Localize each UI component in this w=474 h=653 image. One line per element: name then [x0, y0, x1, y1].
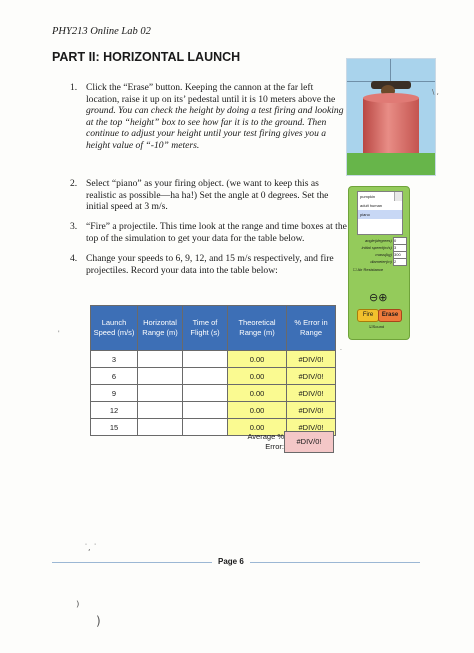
scan-mark: ' — [58, 330, 60, 337]
time-cell[interactable] — [183, 402, 228, 419]
table-header-row — [91, 306, 336, 351]
sound-label: Sound — [372, 324, 385, 329]
list-scrollbar[interactable] — [394, 192, 402, 201]
step-line: Select “piano” as your firing object. (we want to keep this as — [86, 178, 319, 189]
speed-cell: 12 — [91, 402, 138, 419]
simulation-control-panel — [348, 186, 410, 340]
theoretical-cell: 0.00 — [228, 368, 287, 385]
column-header: Theoretical Range (m) — [228, 306, 287, 351]
range-cell[interactable] — [138, 402, 183, 419]
error-cell: #DIV/0! — [287, 402, 336, 419]
air-resistance-label: Air Resistance — [357, 267, 384, 272]
table-row — [91, 368, 336, 385]
step-2 — [70, 178, 350, 214]
fire-button[interactable]: Fire — [357, 309, 379, 322]
step-line: realistic as possible—ha ha!) Set the angle at 0 degrees. Set the — [86, 189, 329, 201]
footer-rule — [52, 562, 212, 563]
step-number: 3. — [70, 221, 78, 232]
sound-checkbox[interactable]: ☑Sound — [369, 324, 385, 329]
scan-mark: ⁾ — [76, 599, 80, 615]
table-row — [91, 402, 336, 419]
error-cell: #DIV/0! — [287, 419, 336, 436]
average-error-value: #DIV/0! — [284, 431, 334, 453]
time-cell[interactable] — [183, 419, 228, 436]
average-label-line: Average % — [247, 432, 284, 441]
table-row — [91, 351, 336, 368]
step-line: projectiles. Record your data into the table below: — [86, 264, 278, 276]
pedestal-top — [363, 93, 419, 103]
field-label: diameter(m) — [370, 259, 392, 265]
document-header: PHY213 Online Lab 02 — [52, 26, 151, 37]
page-number: Page 6 — [218, 557, 244, 566]
step-line: “Fire” a projectile. This time look at the range and time boxes at the — [86, 221, 347, 232]
theoretical-cell: 0.00 — [228, 351, 287, 368]
mass-input[interactable]: 300 — [393, 251, 407, 259]
step-line: continue to adjust your height until your test firing gives you a — [86, 128, 327, 140]
speed-cell: 3 — [91, 351, 138, 368]
angle-input[interactable]: 0 — [393, 237, 407, 245]
time-cell[interactable] — [183, 385, 228, 402]
erase-button[interactable]: Erase — [378, 309, 402, 322]
field-label: mass(kg) — [375, 252, 392, 258]
object-select-list[interactable] — [357, 191, 403, 235]
error-cell: #DIV/0! — [287, 351, 336, 368]
step-number: 2. — [70, 178, 78, 189]
cannon-pedestal-image — [346, 58, 436, 176]
time-cell[interactable] — [183, 368, 228, 385]
air-resistance-checkbox[interactable]: ☐ Air Resistance — [353, 267, 384, 272]
step-line: Click the “Erase” button. Keeping the cannon at the far left — [86, 82, 314, 93]
scan-mark: ) — [96, 614, 101, 628]
range-cell[interactable] — [138, 419, 183, 436]
range-cell[interactable] — [138, 385, 183, 402]
average-error-label — [226, 432, 284, 452]
object-option[interactable]: pumpkin — [360, 194, 376, 199]
step-3 — [70, 221, 350, 245]
step-number: 1. — [70, 82, 78, 93]
range-cell[interactable] — [138, 368, 183, 385]
step-line: Change your speeds to 6, 9, 12, and 15 m/s respectively, and fire — [86, 253, 334, 264]
speed-cell: 9 — [91, 385, 138, 402]
error-cell: #DIV/0! — [287, 368, 336, 385]
scan-mark: . — [340, 345, 342, 352]
column-header: Horizontal Range (m) — [138, 306, 183, 351]
scan-mark: ˙, ˙ — [84, 543, 98, 552]
speed-input[interactable]: 3 — [393, 244, 407, 252]
step-line: height value of “-10” meters. — [86, 139, 200, 151]
column-header: Time of Flight (s) — [183, 306, 228, 351]
error-cell: #DIV/0! — [287, 385, 336, 402]
theoretical-cell: 0.00 — [228, 419, 287, 436]
step-line: ground. You can check the height by doing a test firing and looking — [86, 105, 344, 117]
step-1 — [70, 82, 350, 152]
step-4 — [70, 253, 350, 277]
step-line: location, raise it up on its’ pedestal until it is 10 meters above the — [86, 93, 336, 105]
step-line: initial speed at 3 m/s. — [86, 201, 168, 213]
object-option-selected[interactable]: piano — [358, 210, 402, 219]
average-label-line: Error: — [265, 442, 284, 451]
step-line: at the top “height” box to see how far it is to the ground. Then — [86, 116, 327, 128]
footer-rule — [250, 562, 420, 563]
speed-cell: 6 — [91, 368, 138, 385]
column-header: % Error in Range — [287, 306, 336, 351]
object-option[interactable]: adult human — [360, 203, 383, 208]
table-row — [91, 385, 336, 402]
time-cell[interactable] — [183, 351, 228, 368]
zoom-icon[interactable]: ⊖⊕ — [369, 291, 388, 304]
column-header: Launch Speed (m/s) — [91, 306, 138, 351]
step-number: 4. — [70, 253, 78, 264]
range-cell[interactable] — [138, 351, 183, 368]
step-line: top of the simulation to get your data for the table below. — [86, 232, 305, 244]
diameter-field — [351, 258, 407, 266]
field-label: angle(degrees) — [364, 238, 392, 244]
speed-cell: 15 — [91, 419, 138, 436]
data-table — [90, 305, 336, 436]
diameter-input[interactable]: 2 — [393, 258, 407, 266]
ground — [347, 153, 435, 175]
theoretical-cell: 0.00 — [228, 402, 287, 419]
field-label: initial speed(m/s) — [361, 245, 392, 251]
part-title: PART II: HORIZONTAL LAUNCH — [52, 50, 241, 64]
theoretical-cell: 0.00 — [228, 385, 287, 402]
scan-mark: \ , — [432, 88, 439, 96]
